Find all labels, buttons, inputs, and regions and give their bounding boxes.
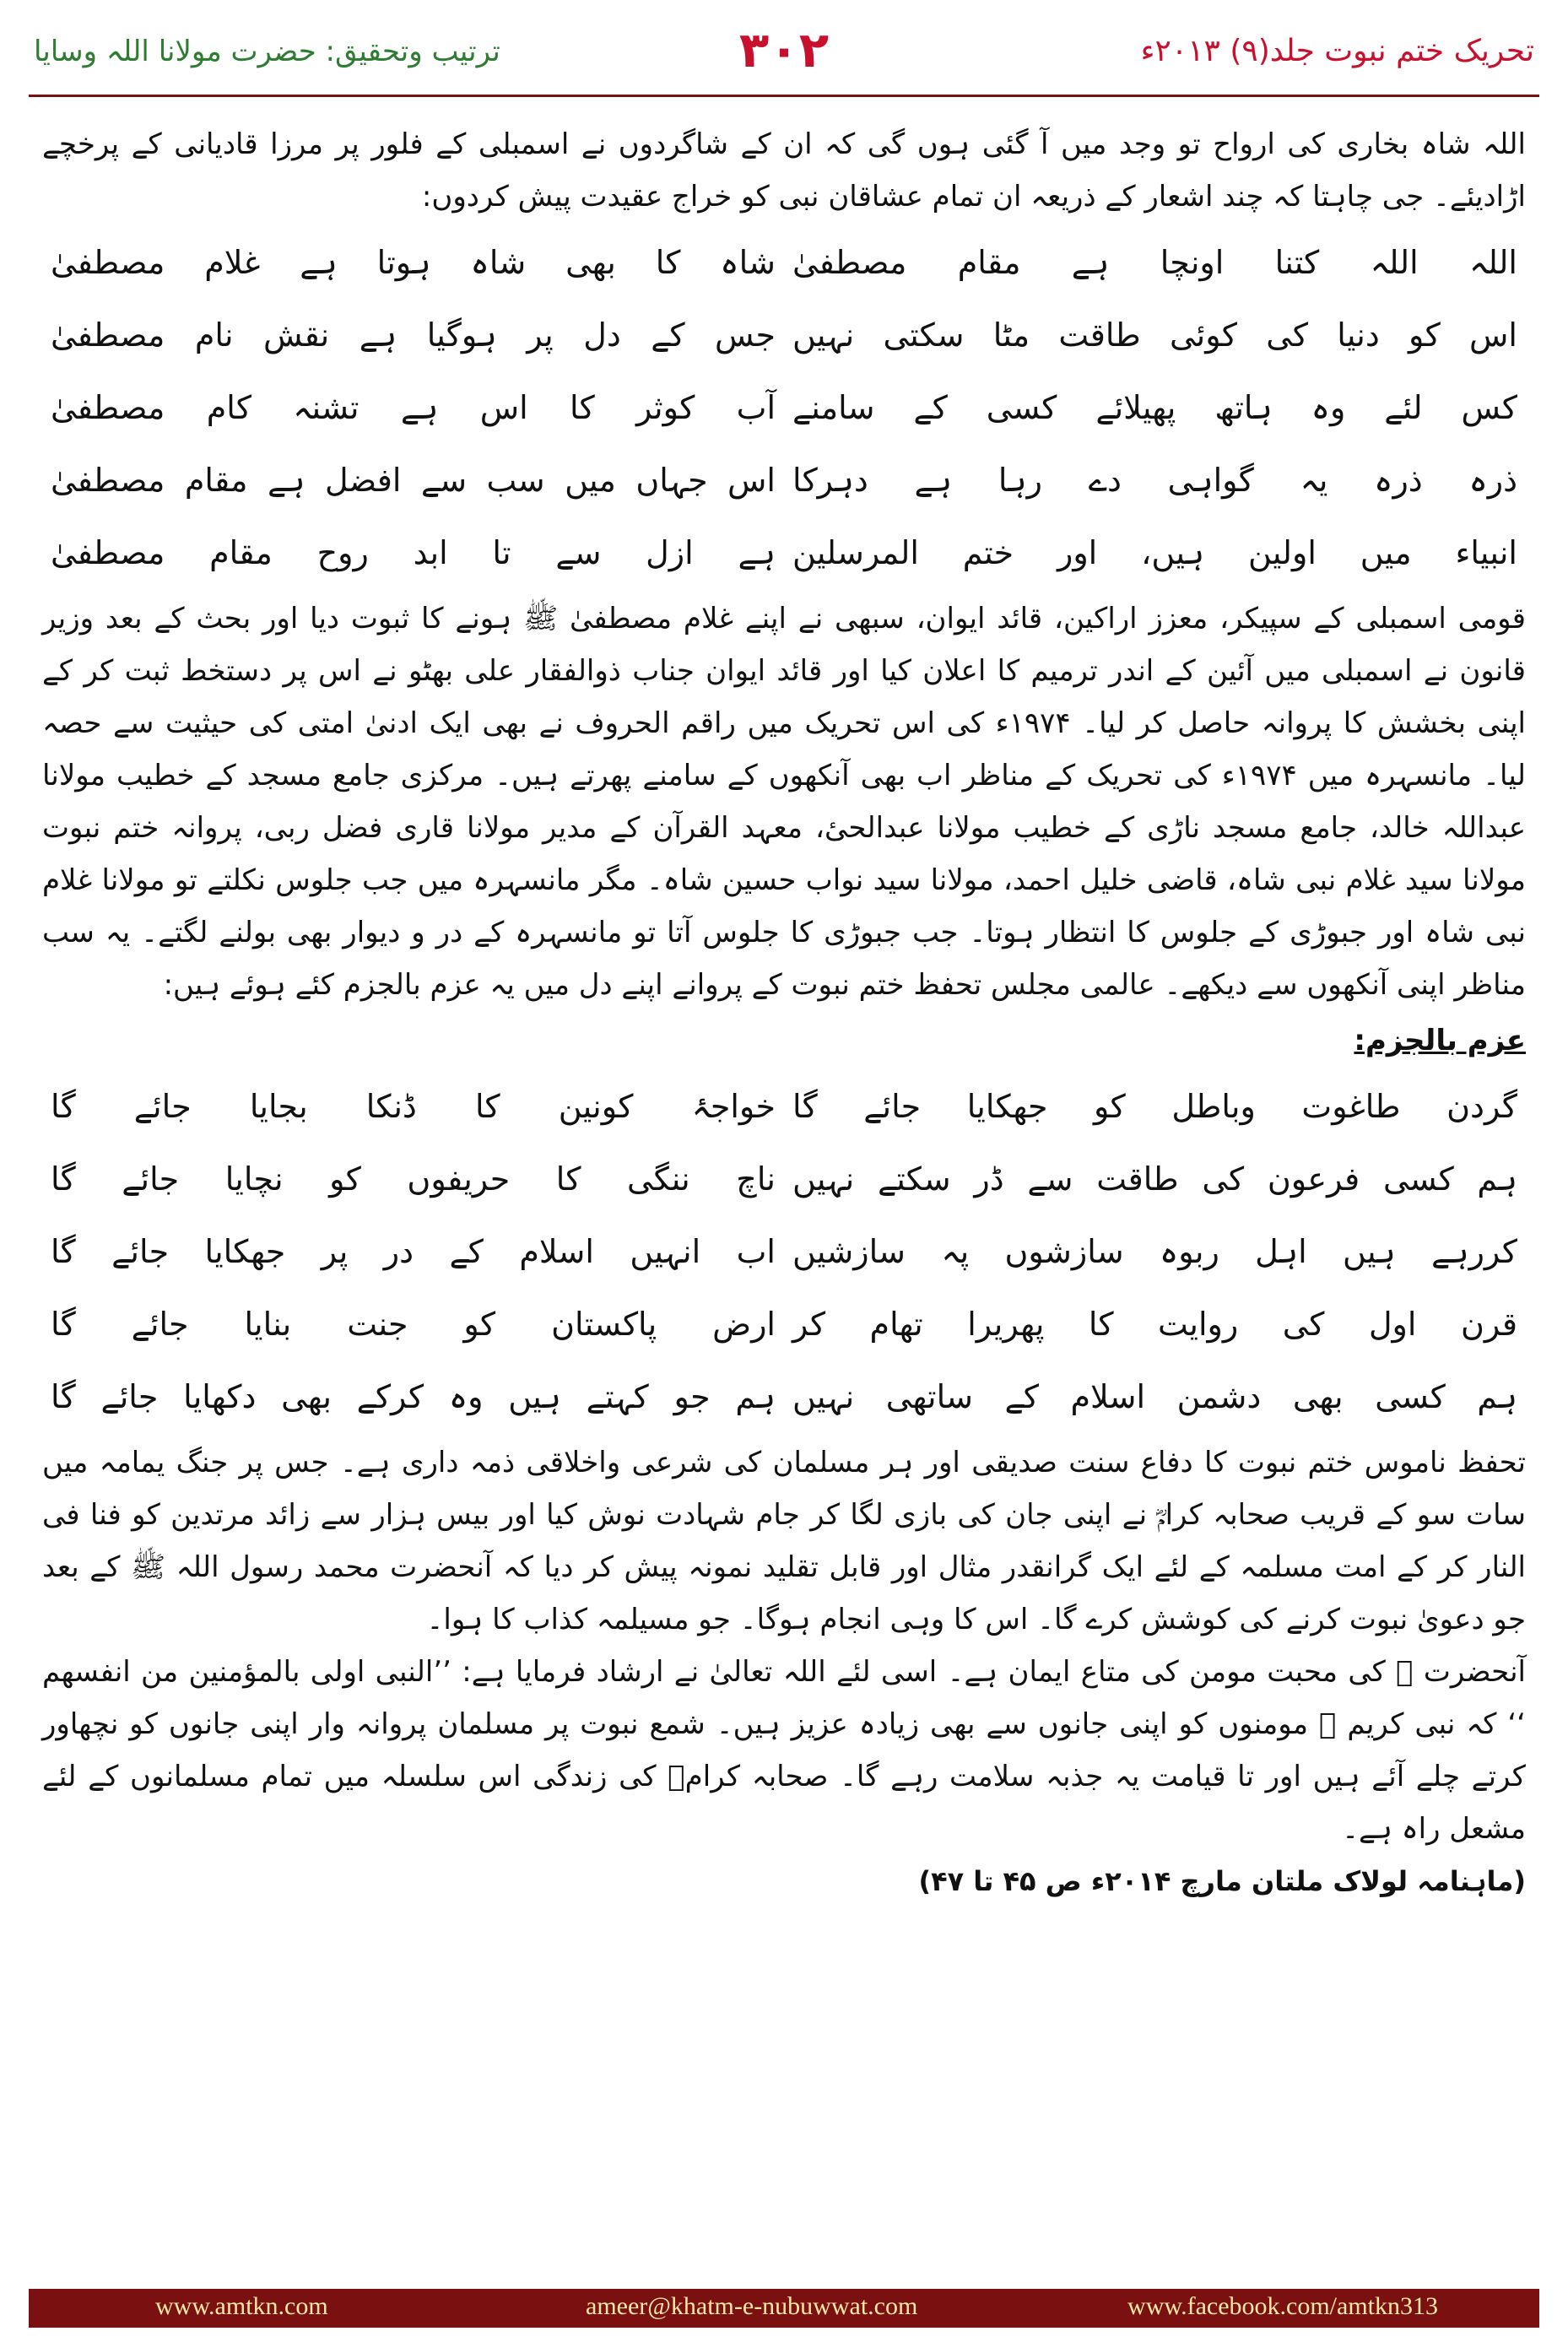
website-link[interactable]: www.amtkn.com: [155, 2292, 328, 2320]
header-divider: [29, 95, 1539, 97]
page-header: [25, 0, 1543, 93]
poem-couplet: [42, 444, 1526, 517]
facebook-link[interactable]: www.facebook.com/amtkn313: [1127, 2292, 1438, 2320]
poem-couplet: [42, 299, 1526, 371]
poem-line: آب کوثر کا اس ہے تشنہ کام مصطفیٰ: [51, 389, 776, 426]
page-number: ۳۰۲: [738, 21, 830, 78]
poem-line: ارض پاکستان کو جنت بنایا جائے گا: [51, 1306, 776, 1343]
poem-line: اس جہاں میں سب سے افضل ہے مقام مصطفیٰ: [51, 462, 776, 499]
poem-line: ہم کسی فرعون کی طاقت سے ڈر سکتے نہیں: [792, 1160, 1517, 1198]
paragraph-yamama: تحفظ ناموس ختم نبوت کا دفاع سنت صدیقی اور ہر مسلمان کی شرعی واخلاقی ذمہ داری ہے۔ جس پر جنگ یمامہ میں سات سو کے قریب صحابہ کرامؓ نے اپنی جان کی بازی لگا کر جام شہادت نوش کیا اور بیس ہزار سے زائد مرتدین کو فنا فی النار کر کے امت مسلمہ کے لئے ایک گرانقدر مثال اور قابل تقلید نمونہ پیش کر دیا کہ آنحضرت محمد رسول اللہ ﷺ کے بعد جو دعویٰ نبوت کرنے کی کوشش کرے گا۔ اس کا وہی انجام ہوگا۔ جو مسیلمہ کذاب کا ہوا۔: [42, 1446, 1526, 1636]
source-reference: (ماہنامہ لولاک ملتان مارچ ۲۰۱۴ء ص ۴۵ تا ۴۷): [918, 1865, 1526, 1897]
poem-couplet: [42, 226, 1526, 299]
poem-second: [42, 1070, 1526, 1433]
poem-couplet: [42, 1215, 1526, 1288]
poem-line: ہے ازل سے تا ابد روح مقام مصطفیٰ: [51, 534, 776, 571]
email-link[interactable]: ameer@khatm-e-nubuwwat.com: [586, 2292, 918, 2320]
article-body: [42, 118, 1526, 1907]
section-heading: عزم بالجزم:: [1354, 1024, 1526, 1057]
poem-couplet: [42, 1360, 1526, 1433]
poem-line: شاہ کا بھی شاہ ہوتا ہے غلام مصطفیٰ: [51, 244, 776, 281]
poem-line: کررہے ہیں اہل ربوہ سازشوں پہ سازشیں: [792, 1233, 1517, 1270]
paragraph-love-prophet: آنحضرت ﷺ کی محبت مومن کی متاع ایمان ہے۔ اسی لئے اللہ تعالیٰ نے ارشاد فرمایا ہے: ’’النبی اولی بالمؤمنین من انفسهم ‘‘ کہ نبی کریم ﷺ مومنوں کو اپنی جانوں سے بھی زیادہ عزیز ہیں۔ شمع نبوت پر مسلمان پروانہ وار اپنی جانوں کو نچھاور کرتے چلے آئے ہیں اور تا قیامت یہ جذبہ سلامت رہے گا۔ صحابہ کرامؓ کی زندگی اس سلسلہ میں تمام مسلمانوں کے لئے مشعل راہ ہے۔: [42, 1655, 1526, 1846]
poem-line: کس لئے وہ ہاتھ پھیلائے کسی کے سامنے: [792, 389, 1517, 426]
poem-couplet: [42, 1143, 1526, 1215]
poem-line: ناچ ننگی کا حریفوں کو نچایا جائے گا: [51, 1160, 776, 1198]
poem-line: قرن اول کی روایت کا پھریرا تھام کر: [792, 1306, 1517, 1343]
poem-line: ہم جو کہتے ہیں وہ کرکے بھی دکھایا جائے گا: [51, 1378, 776, 1415]
poem-line: خواجۂ کونین کا ڈنکا بجایا جائے گا: [51, 1088, 776, 1125]
poem-couplet: [42, 1070, 1526, 1143]
poem-first: [42, 226, 1526, 589]
poem-line: انبیاء میں اولین ہیں، اور ختم المرسلین: [792, 534, 1517, 571]
compiler-credit: ترتیب وتحقیق: حضرت مولانا اللہ وسایا: [34, 35, 500, 68]
poem-couplet: [42, 1288, 1526, 1360]
poem-couplet: [42, 371, 1526, 444]
poem-line: اللہ اللہ کتنا اونچا ہے مقام مصطفیٰ: [792, 244, 1517, 281]
paragraph-assembly: قومی اسمبلی کے سپیکر، معزز اراکین، قائد ایوان، سبھی نے اپنے غلام مصطفیٰ ﷺ ہونے کا ثبوت دیا اور بحث کے بعد وزیر قانون نے اسمبلی میں آئین کے اندر ترمیم کا اعلان کیا اور قائد ایوان جناب ذوالفقار علی بھٹو نے اس پر دستخط ثبت کر کے اپنی بخشش کا پروانہ حاصل کر لیا۔ ۱۹۷۴ء کی اس تحریک میں راقم الحروف نے بھی ایک ادنیٰ امتی کی حیثیت سے حصہ لیا۔ مانسہرہ میں ۱۹۷۴ء کی تحریک کے مناظر اب بھی آنکھوں کے سامنے پھرتے ہیں۔ مرکزی جامع مسجد کے خطیب مولانا عبداللہ خالد، جامع مسجد ناڑی کے خطیب مولانا عبدالحیٔ، معہد القرآن کے مدیر مولانا قاری فضل ربی، پروانہ ختم نبوت مولانا سید غلام نبی شاہ، قاضی خلیل احمد، مولانا سید نواب حسین شاہ۔ مگر مانسہرہ میں جب جلوس نکلتے تو مولانا غلام نبی شاہ اور جبوڑی کے جلوس کا انتظار ہوتا۔ جب جبوڑی کا جلوس آتا تو مانسہرہ کے در و دیوار بھی بولنے لگتے۔ یہ سب مناظر اپنی آنکھوں سے دیکھے۔ عالمی مجلس تحفظ ختم نبوت کے پروانے اپنے دل میں یہ عزم بالجزم کئے ہوئے ہیں:: [42, 602, 1526, 1002]
poem-line: اس کو دنیا کی کوئی طاقت مٹا سکتی نہیں: [792, 316, 1517, 354]
poem-line: جس کے دل پر ہوگیا ہے نقش نام مصطفیٰ: [51, 316, 776, 354]
poem-couplet: [42, 517, 1526, 589]
poem-line: گردن طاغوت وباطل کو جھکایا جائے گا: [792, 1088, 1517, 1125]
poem-line: ذرہ ذرہ یہ گواہی دے رہا ہے دہرکا: [792, 462, 1517, 499]
book-title: تحریک ختم نبوت جلد(۹) ۲۰۱۳ء: [1140, 34, 1534, 68]
paragraph-intro: اللہ شاہ بخاری کی ارواح تو وجد میں آ گئی ہوں گی کہ ان کے شاگردوں نے اسمبلی کے فلور پر مرزا قادیانی کے پرخچے اڑادیئے۔ جی چاہتا کہ چند اشعار کے ذریعہ ان تمام عشاقان نبی کو خراج عقیدت پیش کردوں:: [42, 127, 1526, 214]
poem-line: ہم کسی بھی دشمن اسلام کے ساتھی نہیں: [792, 1378, 1517, 1415]
poem-line: اب انہیں اسلام کے در پر جھکایا جائے گا: [51, 1233, 776, 1270]
footer-bar: [29, 2289, 1539, 2328]
